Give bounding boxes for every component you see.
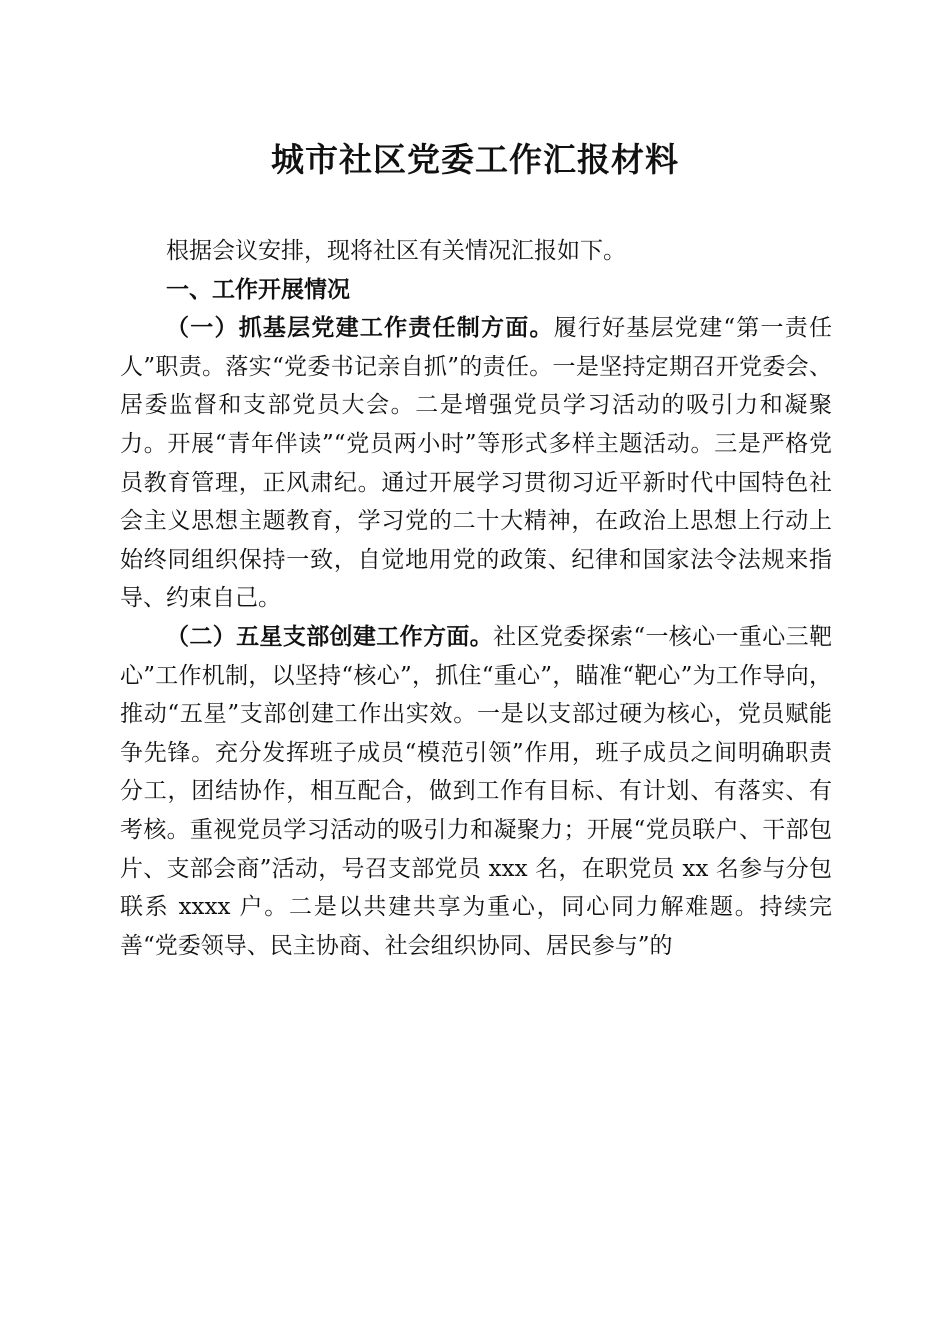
- document-title: 城市社区党委工作汇报材料: [271, 140, 679, 179]
- section-heading-1: 一、工作开展情况: [166, 276, 350, 303]
- document-body: [120, 232, 832, 965]
- paragraph-body-1: 履行好基层党建“第一责任人”职责。落实“党委书记亲自抓”的责任。一是坚持定期召开党委会、居委监督和支部党员大会。二是增强党员学习活动的吸引力和凝聚力。开展“青年伴读”“党员两小时”等形式多样主题活动。三是严格党员教育管理，正风肃纪。通过开展学习贯彻习近平新时代中国特色社会主义思想主题教育，学习党的二十大精神，在政治上思想上行动上始终同组织保持一致，自觉地用党的政策、纪律和国家法令法规来指导、约束自己。: [120, 315, 833, 612]
- intro-paragraph: 根据会议安排，现将社区有关情况汇报如下。: [166, 238, 626, 264]
- paragraph-lead-1: （一）抓基层党建工作责任制方面。: [166, 314, 554, 342]
- paragraph-party-building-responsibility: [120, 309, 832, 618]
- paragraph-five-star-branch: [120, 618, 832, 965]
- paragraph-lead-2: （二）五星支部创建工作方面。: [166, 622, 494, 650]
- paragraph-body-2: 社区党委探索“一核心一重心三靶心”工作机制，以坚持“核心”，抓住“重心”，瞄准“靶心”为工作导向，推动“五星”支部创建工作出实效。一是以支部过硬为核心，党员赋能争先锋。充分发挥班子成员“模范引领”作用，班子成员之间明确职责分工，团结协作，相互配合，做到工作有目标、有计划、有落实、有考核。重视党员学习活动的吸引力和凝聚力；开展“党员联户、干部包片、支部会商”活动，号召支部党员 xxx 名，在职党员 xx 名参与分包联系 xxxx 户。二是以共建共享为重心，同心同力解难题。持续完善“党委领导、民主协商、社会组织协同、居民参与”的: [120, 623, 833, 959]
